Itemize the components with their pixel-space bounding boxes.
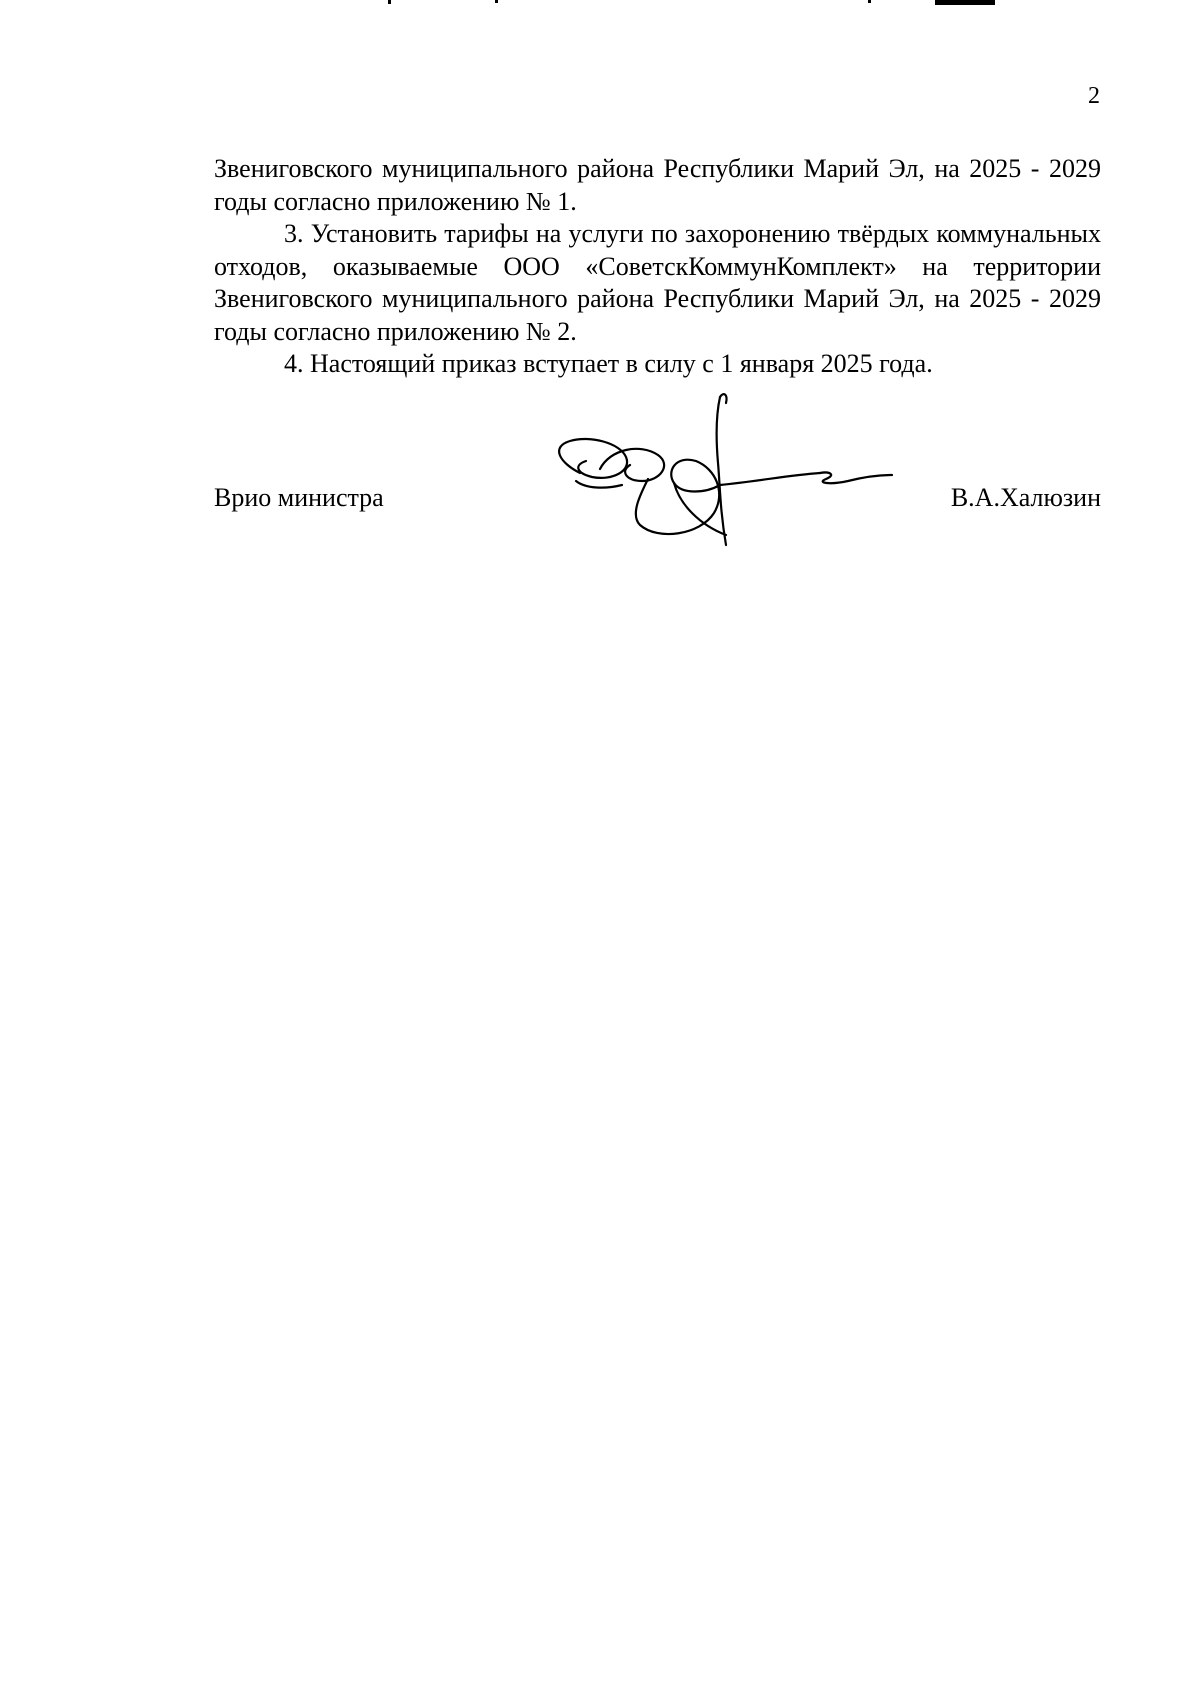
signatory-title: Врио министра — [214, 483, 384, 512]
scan-edge-marks — [0, 0, 1200, 10]
paragraph-item-3: 3. Установить тарифы на услуги по захоронению твёрдых коммунальных отходов, оказываемые ООО «СоветскКоммунКомплект» на территории Звениговского муниципального района Республики Марий Эл, на 2025 - 2029 годы согласно приложению № 2. — [214, 219, 1101, 346]
order-body — [214, 153, 1101, 381]
signatory-name: В.А.Халюзин — [950, 483, 1101, 512]
paragraph-continuation: Звениговского муниципального района Республики Марий Эл, на 2025 - 2029 годы согласно приложению № 1. — [214, 154, 1101, 216]
scan-mark — [495, 0, 498, 3]
paragraph-item-4: 4. Настоящий приказ вступает в силу с 1 января 2025 года. — [284, 349, 933, 378]
scan-mark — [935, 0, 995, 5]
scan-mark — [388, 0, 391, 4]
scan-mark — [868, 0, 871, 3]
handwritten-signature-icon — [530, 385, 910, 555]
page-number: 2 — [1088, 83, 1100, 109]
